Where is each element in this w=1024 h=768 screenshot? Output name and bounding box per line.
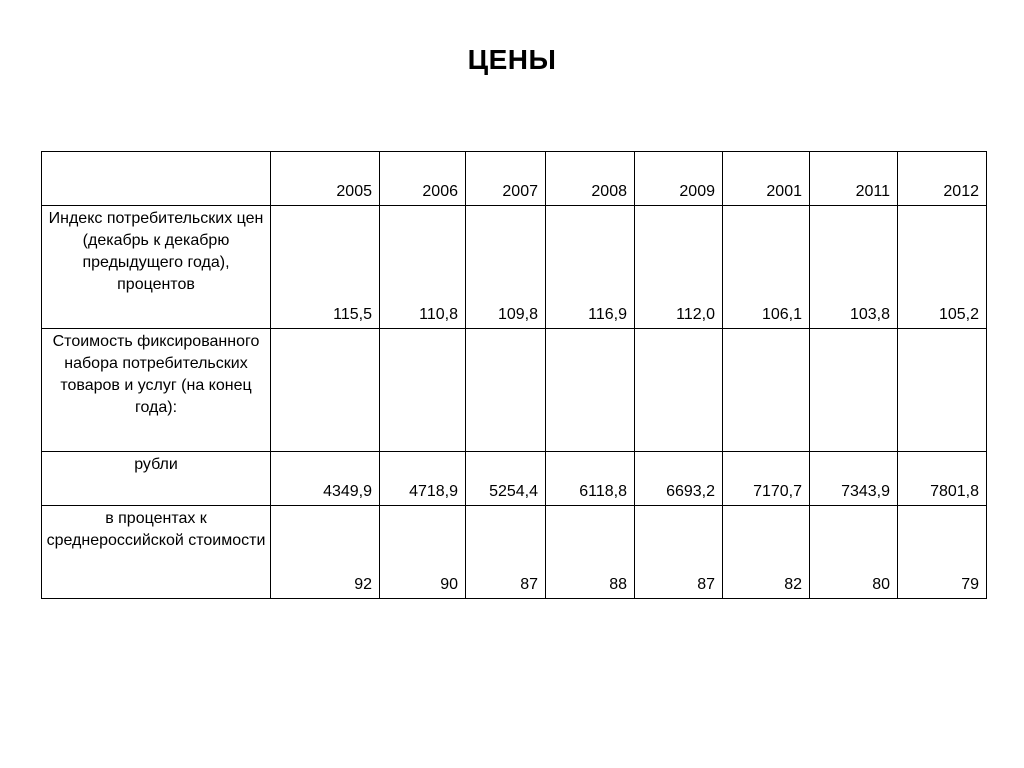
table-row [42,506,987,599]
table-cell: 5254,4 [466,452,546,506]
table-cell: 7170,7 [723,452,810,506]
table-cell: 109,8 [466,206,546,329]
header-row [42,152,987,206]
table-cell [466,329,546,452]
year-header: 2012 [898,152,987,206]
year-header: 2007 [466,152,546,206]
table-cell [546,329,635,452]
table-cell: 79 [898,506,987,599]
table-cell: 7801,8 [898,452,987,506]
table-cell: 4349,9 [271,452,380,506]
table-cell: 6693,2 [635,452,723,506]
table-cell [635,329,723,452]
table-cell: 116,9 [546,206,635,329]
table-cell [810,329,898,452]
table-cell [898,329,987,452]
table-cell: 4718,9 [380,452,466,506]
year-header: 2011 [810,152,898,206]
year-header: 2006 [380,152,466,206]
table-cell: 103,8 [810,206,898,329]
table-cell [271,329,380,452]
table-cell: 88 [546,506,635,599]
row-label: в процентах к среднероссийской стоимости [42,506,271,599]
year-header: 2005 [271,152,380,206]
row-label: Индекс потребительских цен (декабрь к декабрю предыдущего года), процентов [42,206,271,329]
table-cell: 115,5 [271,206,380,329]
table-row [42,452,987,506]
table-cell: 92 [271,506,380,599]
table-cell [723,329,810,452]
table-cell: 7343,9 [810,452,898,506]
table-cell: 106,1 [723,206,810,329]
table-cell: 112,0 [635,206,723,329]
page-title: ЦЕНЫ [467,44,557,75]
table-cell: 105,2 [898,206,987,329]
table-cell: 82 [723,506,810,599]
table-cell: 87 [635,506,723,599]
table-cell: 6118,8 [546,452,635,506]
table-cell: 80 [810,506,898,599]
table-cell: 110,8 [380,206,466,329]
row-label: рубли [42,452,271,506]
table-row [42,329,987,452]
row-label: Стоимость фиксированного набора потребительских товаров и услуг (на конец года): [42,329,271,452]
year-header: 2009 [635,152,723,206]
prices-table [41,151,987,599]
table-cell: 87 [466,506,546,599]
header-corner-cell [42,152,271,206]
table-cell [380,329,466,452]
table-row [42,206,987,329]
year-header: 2001 [723,152,810,206]
year-header: 2008 [546,152,635,206]
table-cell: 90 [380,506,466,599]
